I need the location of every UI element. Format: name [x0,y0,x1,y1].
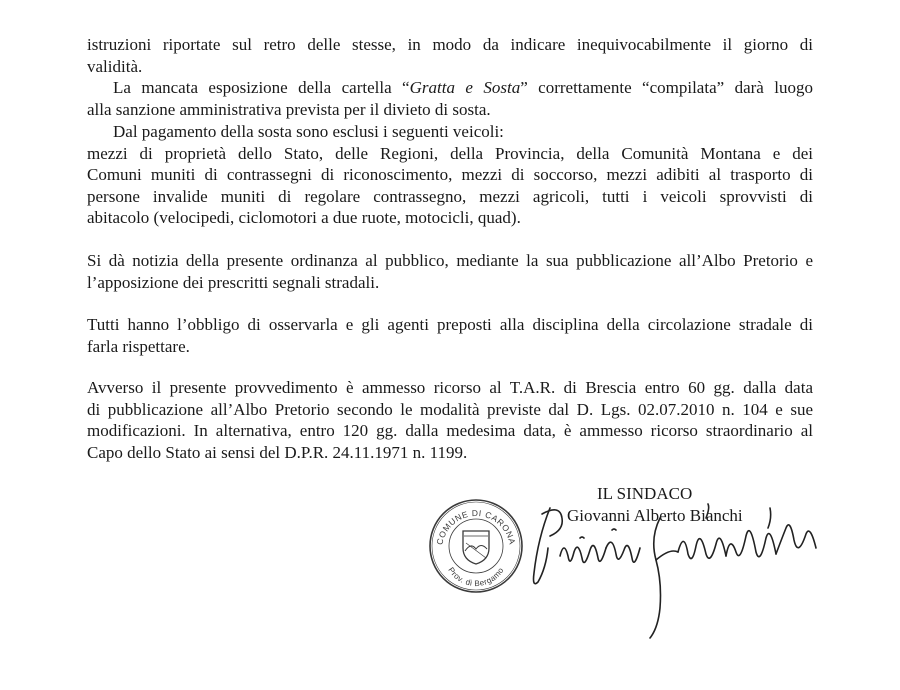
municipal-stamp [426,496,526,596]
text-line: Avverso il presente provvedimento è ammesso ricorso al T.A.R. di Brescia entro 60 gg. dalla data [87,378,813,397]
paragraph-enforcement [87,314,813,357]
text-segment: ” correttamente “compilata” darà luogo [520,78,813,97]
text-line: Comuni muniti di contrassegni di riconoscimento, mezzi di soccorso, mezzi adibiti al trasporto di [87,165,813,184]
paragraph-exempt-vehicles [87,121,813,229]
paragraph-publication [87,250,813,293]
paragraph-appeal [87,377,813,463]
text-line: mezzi di proprietà dello Stato, delle Regioni, della Provincia, della Comunità Montana e dei [87,143,813,163]
text-line [87,77,813,99]
text-segment: Dal pagamento della sosta sono esclusi i seguenti veicoli: [113,122,504,141]
text-line: istruzioni riportate sul retro delle stesse, in modo da indicare inequivocabilmente il giorno di [87,35,813,54]
text-line: alla sanzione amministrativa prevista per il divieto di sosta. [87,99,491,119]
text-line: abitacolo (velocipedi, ciclomotori a due ruote, motocicli, quad). [87,208,521,227]
text-line [87,121,813,143]
text-line: Capo dello Stato ai sensi del D.P.R. 24.11.1971 n. 1199. [87,442,468,462]
gratta-e-sosta-emphasis: Gratta e Sosta [409,78,521,97]
mayor-title: IL SINDACO [597,484,693,503]
text-line: Si dà notizia della presente ordinanza al pubblico, mediante la sua pubblicazione all’Albo Pretorio e [87,251,813,270]
handwritten-signature [520,478,820,648]
text-line: di pubblicazione all’Albo Pretorio secondo le modalità previste dal D. Lgs. 02.07.2010 n. 104 e sue [87,399,813,419]
text-segment: La mancata esposizione della cartella “ [113,78,410,97]
svg-text:COMUNE DI CARONA [434,508,517,546]
text-line: Tutti hanno l’obbligo di osservarla e gli agenti preposti alla disciplina della circolazione stradale di [87,315,813,334]
paragraph-validity [87,34,813,77]
text-line: farla rispettare. [87,336,190,356]
stamp-bottom-text: Prov. di Bergamo [446,565,506,589]
stamp-top-text: COMUNE DI CARONA [434,507,518,546]
text-line: persone invalide muniti di regolare contrassegno, mezzi agricoli, tutti i veicoli sprovvisti di [87,186,813,206]
text-line: l’apposizione dei prescritti segnali stradali. [87,272,380,292]
coat-of-arms-icon [463,531,489,564]
text-line: modificazioni. In alternativa, entro 120 gg. dalla medesima data, è ammesso ricorso straordinario al [87,421,813,440]
mayor-name: Giovanni Alberto Bianchi [567,506,743,525]
paragraph-sanction [87,77,813,120]
text-line: validità. [87,56,143,76]
